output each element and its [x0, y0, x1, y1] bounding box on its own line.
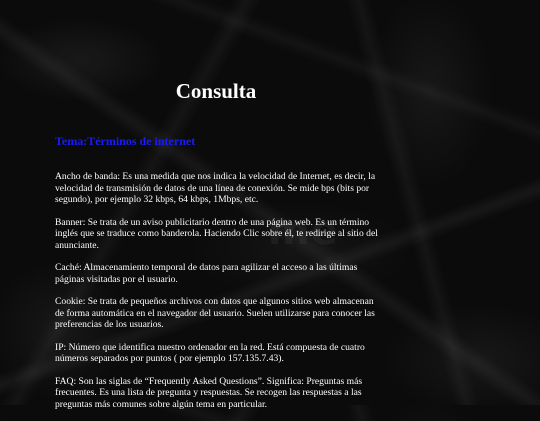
definition-banner: Banner: Se trata de un aviso publicitario dentro de una página web. Es un término inglés que se traduce como banderola. Haciendo Clic sobre él, te redirige al sitio del anunciante.: [55, 216, 378, 251]
page-title: Consulta: [175, 79, 257, 103]
topic-heading: Tema:Términos de internet: [55, 134, 196, 148]
definition-cookie: Cookie: Se trata de pequeños archivos con datos que algunos sitios web almacenan de forma automática en el navegador del usuario. Suelen utilizarse para conocer las preferencias de los usuarios.: [55, 296, 375, 330]
definition-ip: IP: Número que identifica nuestro ordenador en la red. Está compuesta de cuatro números separados por puntos ( por ejemplo 157.135.7.43).: [55, 341, 365, 364]
definition-ancho-de-banda: Ancho de banda: Es una medida que nos indica la velocidad de Internet, es decir, la velocidad de transmisión de datos de una línea de conexión. Se mide bps (bits por segundo), por ejemplo 32 kbps, 64 kbps, 1Mbps, etc.: [55, 171, 376, 205]
definition-cache: Caché: Almacenamiento temporal de datos para agilizar el acceso a las últimas páginas visitadas por el usuario.: [55, 262, 358, 285]
definition-faq: FAQ: Son las siglas de “Frequently Asked Questions”. Significa: Preguntas más frecuentes. Es una lista de pregunta y respuestas. Se recogen las respuestas a las preguntas más comunes sobre algún tema en particular.: [55, 375, 363, 410]
background-watermark: me: [268, 208, 339, 254]
definitions-list: [55, 171, 385, 421]
